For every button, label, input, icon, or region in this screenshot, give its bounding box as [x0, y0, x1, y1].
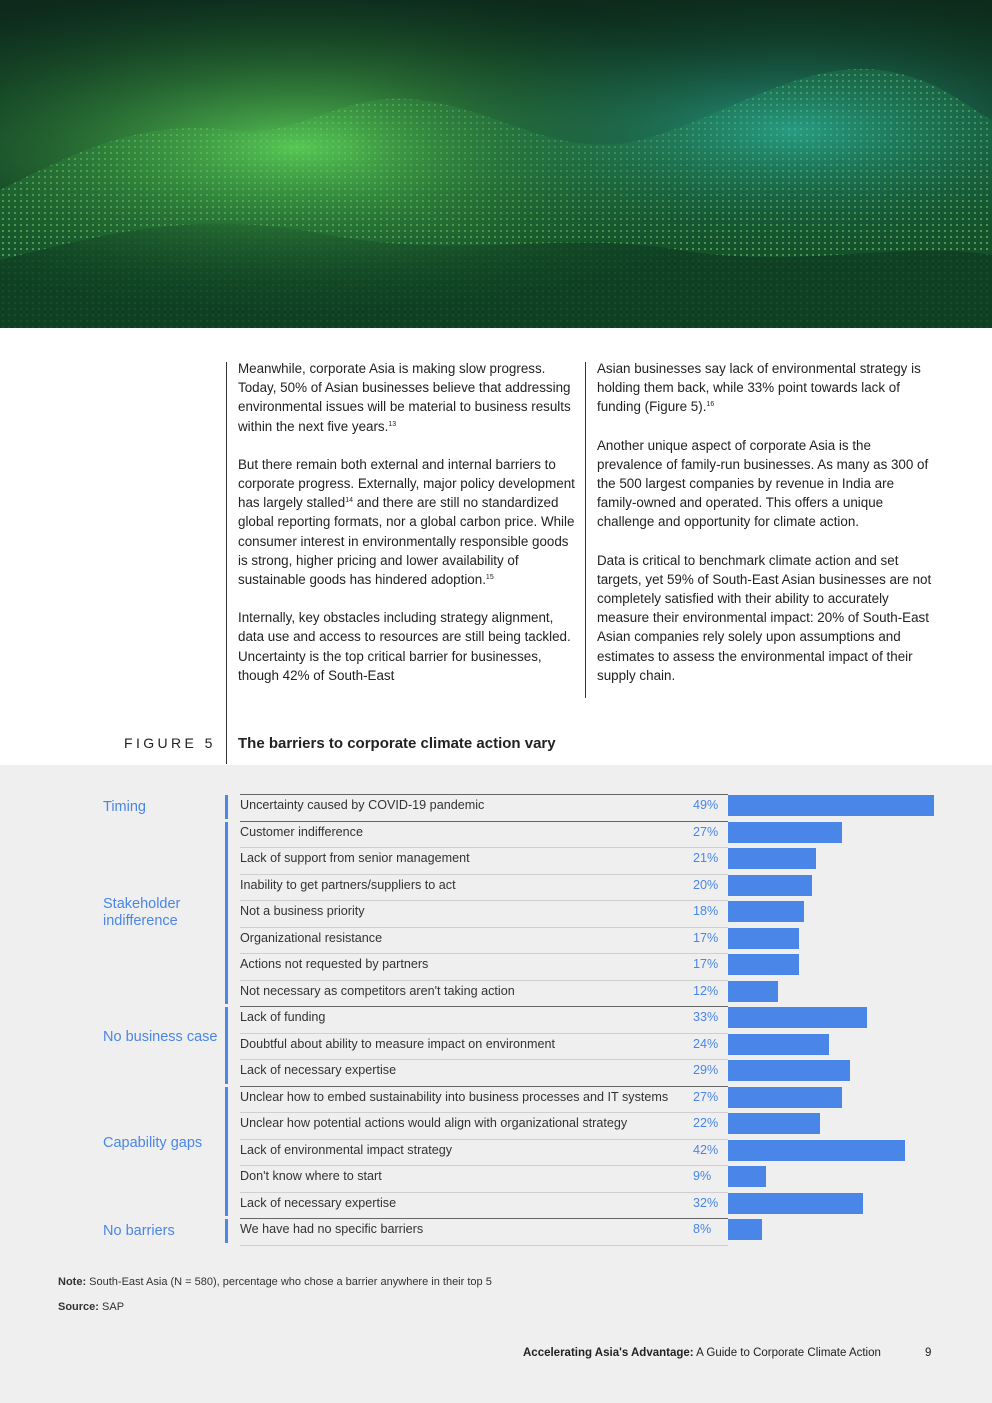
bar-label: Inability to get partners/suppliers to act — [240, 877, 456, 892]
bar-label: Actions not requested by partners — [240, 957, 429, 971]
bar — [728, 795, 934, 816]
bar — [728, 875, 812, 896]
bar-value-label: 27% — [693, 1089, 719, 1104]
chart-row — [240, 1033, 720, 1060]
running-footer: Accelerating Asia's Advantage: A Guide to Corporate Climate Action — [523, 1347, 881, 1359]
footnote-ref[interactable]: 15 — [485, 574, 494, 582]
chart-row — [240, 927, 720, 954]
chart-row — [240, 1112, 720, 1139]
group-label: No business case — [103, 1028, 218, 1045]
bar — [728, 1193, 863, 1214]
bar — [728, 1219, 762, 1240]
bar-value-label: 21% — [693, 851, 719, 865]
bar-value-label: 9% — [693, 1169, 712, 1183]
bar-value-label: 42% — [693, 1142, 719, 1157]
group-accent-bar — [225, 1087, 228, 1217]
row-divider — [240, 1245, 728, 1246]
bar — [728, 1060, 850, 1081]
bar-label: Unclear how potential actions would align with organizational strategy — [240, 1116, 628, 1130]
bar — [728, 954, 799, 975]
bar-label: Customer indifference — [240, 824, 363, 839]
group-accent-bar — [225, 822, 228, 1005]
bar-value-label: 17% — [693, 930, 719, 945]
chart-row — [240, 821, 720, 848]
bar-label: Not necessary as competitors aren't taking action — [240, 983, 515, 998]
bar-label: Lack of necessary expertise — [240, 1195, 397, 1210]
bar-label: Lack of support from senior management — [240, 851, 470, 865]
bar — [728, 1007, 867, 1028]
bar-value-label: 49% — [693, 798, 719, 812]
body-column-left — [238, 359, 578, 704]
group-label: No barriers — [103, 1222, 175, 1239]
bar-label: Lack of funding — [240, 1010, 326, 1024]
bar-label: Doubtful about ability to measure impact on environment — [240, 1036, 556, 1051]
bar-label: Uncertainty caused by COVID-19 pandemic — [240, 798, 485, 812]
bar — [728, 1166, 766, 1187]
bar-value-label: 18% — [693, 904, 719, 918]
group-label: Capability gaps — [103, 1134, 203, 1151]
chart-row — [240, 1059, 720, 1086]
paragraph: Data is critical to benchmark climate action and set targets, yet 59% of South-East Asian businesses are not completely satisfied with their ability to accurately measure their environmental impact: 20% of South-East Asian companies rely solely upon assumptions and estimates to assess the environmental impact of their supply chain. — [597, 552, 932, 683]
bar — [728, 822, 842, 843]
footnote-ref[interactable]: 16 — [706, 401, 715, 409]
chart-row — [240, 1192, 720, 1219]
column-divider-left — [226, 362, 227, 764]
chart-row — [240, 980, 720, 1007]
chart-row — [240, 1139, 720, 1166]
chart-row — [240, 847, 720, 874]
bar-value-label: 17% — [693, 957, 719, 971]
bar-label: Organizational resistance — [240, 930, 383, 945]
footnote-ref[interactable]: 14 — [345, 497, 353, 505]
paragraph: Internally, key obstacles including strategy alignment, data use and access to resources are still being tackled. Uncertainty is the top critical barrier for businesses, though 42% of South-East — [238, 610, 571, 683]
bar-value-label: 22% — [693, 1116, 719, 1130]
chart-row — [240, 1165, 720, 1192]
bar — [728, 981, 778, 1002]
bar-value-label: 8% — [693, 1222, 712, 1236]
group-label: Stakeholder indifference — [103, 896, 181, 930]
bar — [728, 1113, 820, 1134]
bar-label: Unclear how to embed sustainability into business processes and IT systems — [240, 1089, 669, 1104]
bar — [728, 1140, 905, 1161]
chart-row — [240, 1086, 720, 1113]
group-accent-bar — [225, 1007, 228, 1084]
chart-row — [240, 794, 720, 821]
bar — [728, 901, 804, 922]
bar-value-label: 29% — [693, 1063, 719, 1077]
footnote-ref[interactable]: 13 — [388, 420, 397, 428]
chart-row — [240, 1218, 720, 1245]
figure-note: Note: South-East Asia (N = 580), percentage who chose a barrier anywhere in their top 5 — [58, 1276, 492, 1288]
bar — [728, 1034, 829, 1055]
bar — [728, 848, 816, 869]
bar-value-label: 33% — [693, 1010, 719, 1024]
figure-source: Source: SAP — [58, 1301, 125, 1313]
hero-image — [0, 0, 992, 328]
group-accent-bar — [225, 795, 228, 819]
chart-row — [240, 900, 720, 927]
bar-value-label: 24% — [693, 1036, 719, 1051]
group-accent-bar — [225, 1219, 228, 1243]
chart-row — [240, 874, 720, 901]
paragraph: Meanwhile, corporate Asia is making slow progress. Today, 50% of Asian businesses believe that addressing environmental issues will be material to business results within the next five years.$^{13}$ — [238, 361, 571, 434]
column-divider-middle — [585, 362, 586, 698]
bar-label: Not a business priority — [240, 904, 365, 918]
chart-row — [240, 953, 720, 980]
bar-value-label: 27% — [693, 824, 719, 839]
bar-label: Lack of necessary expertise — [240, 1063, 397, 1077]
bar-value-label: 32% — [693, 1195, 719, 1210]
paragraph: But there remain both external and internal barriers to corporate progress. Externally, major policy development has largely stalled$^{14}$ and there are still no standardized global reporting formats, nor a global carbon price. While consumer interest in environmentally responsible goods is strong, higher pricing and lower availability of sustainable goods has hindered adoption.$^{15}$ — [238, 456, 575, 588]
group-label: Timing — [103, 798, 146, 815]
bar — [728, 928, 799, 949]
body-column-right — [597, 359, 937, 704]
bar-label: Lack of environmental impact strategy — [240, 1142, 453, 1157]
bar-label: Don't know where to start — [240, 1169, 382, 1183]
bar-value-label: 12% — [693, 983, 719, 998]
figure-label: FIGURE 5 — [124, 735, 216, 751]
page-number: 9 — [925, 1347, 932, 1359]
chart-row — [240, 1006, 720, 1033]
bar-label: We have had no specific barriers — [240, 1222, 424, 1236]
bar-value-label: 20% — [693, 877, 719, 892]
bar — [728, 1087, 842, 1108]
paragraph: Another unique aspect of corporate Asia is the prevalence of family-run businesses. As many as 300 of the 500 largest companies by revenue in India are family-owned and operated. This offers a unique challenge and opportunity for climate action. — [597, 437, 929, 530]
figure-title: The barriers to corporate climate action vary — [238, 735, 556, 752]
paragraph: Asian businesses say lack of environmental strategy is holding them back, while 33% point towards lack of funding (Figure 5).$^{16}$ — [597, 361, 921, 415]
